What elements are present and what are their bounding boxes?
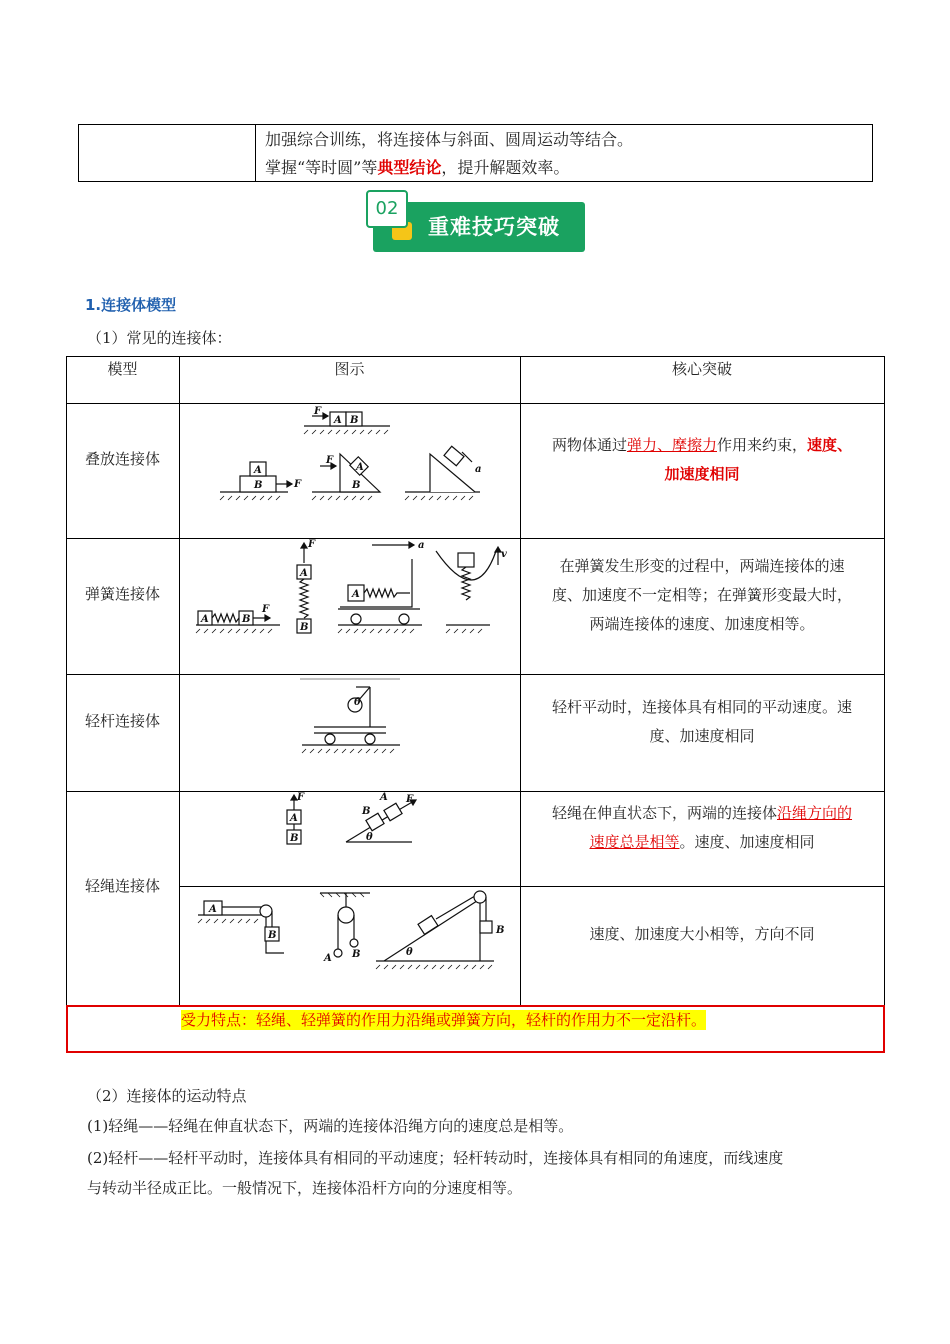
figure-rod [180,675,520,791]
line2-post: ，提升解题效率。 [441,158,570,177]
core-rope-a-line1 [520,799,884,828]
core-stacked-pre: 两物体通过 [551,436,627,454]
svg-text:A: A [356,462,364,473]
core-rope-a-line2 [520,828,884,857]
svg-text:A: A [300,568,308,579]
svg-text:a: a [418,540,425,551]
motion-p2a: (2)轻杆——轻杆平动时，连接体具有相同的平动速度；轻杆转动时，连接体具有相同的角速度，而线速度 [87,1149,784,1167]
core-rope-a-post: 。速度、加速度相同 [679,833,815,851]
svg-text:a: a [475,464,482,475]
svg-text:B: B [496,925,505,936]
core-stacked-line1 [520,431,884,460]
core-stacked [520,431,884,489]
svg-text:B: B [290,833,299,844]
line2-bold: 典型结论 [377,158,442,177]
svg-text:B: B [362,806,371,817]
svg-text:θ: θ [354,697,361,708]
svg-text:B: B [242,614,251,625]
svg-text:A: A [380,792,388,803]
core-rod-line1: 轻杆平动时，连接体具有相同的平动速度。速 [551,698,852,716]
core-stacked-bold1: 速度、 [807,436,853,454]
core-spring [520,552,884,639]
banner-title: 重难技巧突破 [428,215,560,239]
model-stacked: 叠放连接体 [84,450,160,468]
svg-text:v: v [501,549,507,560]
table-border-right [884,356,885,1005]
core-rope-a-pre: 轻绳在伸直状态下，两端的连接体 [551,804,777,822]
banner-number: 02 [366,190,408,228]
svg-text:F: F [314,406,322,417]
svg-text:A: A [201,614,209,625]
core-rope-a [520,799,884,857]
svg-text:A: A [324,953,332,964]
top-table-line2 [265,157,569,179]
header-core: 核心突破 [671,360,732,378]
core-rod [520,693,884,751]
svg-text:F: F [297,792,305,803]
core-spring-line1: 在弹簧发生形变的过程中，两端连接体的速 [559,557,845,575]
svg-text:θ: θ [366,832,373,843]
svg-text:B: B [300,622,309,633]
model-rod: 轻杆连接体 [84,712,160,730]
force-note-text: 受力特点：轻绳、轻弹簧的作用力沿绳或弹簧方向，轻杆的作用力不一定沿杆。 [181,1011,707,1029]
motion-title: （2）连接体的运动特点 [87,1087,247,1105]
svg-text:A: A [352,589,360,600]
svg-text:F: F [406,794,414,805]
core-stacked-mid: 作用来约束， [717,436,808,454]
top-table-divider [255,125,256,181]
svg-text:B: B [352,480,361,491]
model-spring: 弹簧连接体 [84,585,160,603]
core-rope-a-ul1: 沿绳方向的 [777,804,853,822]
svg-text:F: F [294,479,302,490]
core-spring-line2: 度、加速度不一定相等；在弹簧形变最大时， [551,586,852,604]
svg-text:B: B [254,480,263,491]
svg-text:A: A [334,415,342,426]
core-stacked-ul: 弹力、摩擦力 [626,436,717,454]
top-table-line1: 加强综合训练，将连接体与斜面、圆周运动等结合。 [265,130,634,149]
top-table [78,124,873,182]
svg-text:A: A [290,813,298,824]
header-figure: 图示 [334,360,365,378]
core-rope-b: 速度、加速度大小相等，方向不同 [589,925,815,943]
svg-text:F: F [326,455,334,466]
core-stacked-bold2: 加速度相同 [664,465,740,483]
svg-text:F: F [308,539,316,550]
figure-spring [180,539,520,673]
core-spring-line3: 两端连接体的速度、加速度相等。 [589,615,815,633]
svg-text:F: F [262,604,270,615]
svg-text:A: A [254,465,262,476]
svg-text:B: B [352,949,361,960]
section-subtitle: （1）常见的连接体： [87,329,232,347]
core-rod-line2: 度、加速度相同 [649,727,755,745]
svg-text:B: B [350,415,359,426]
section-title: 1.连接体模型 [85,296,177,314]
figure-stacked [180,404,520,538]
svg-text:B: B [268,930,277,941]
header-model: 模型 [107,360,138,378]
figure-rope-a [180,792,520,886]
motion-p1: (1)轻绳——轻绳在伸直状态下，两端的连接体沿绳方向的速度总是相等。 [87,1117,574,1135]
svg-text:A: A [209,904,217,915]
line2-pre: 掌握“等时圆”等 [265,158,378,177]
motion-p2b: 与转动半径成正比。一般情况下，连接体沿杆方向的分速度相等。 [87,1179,523,1197]
figure-rope-b [180,887,520,1005]
svg-text:θ: θ [406,947,413,958]
model-rope: 轻绳连接体 [84,877,160,895]
core-rope-a-ul2: 速度总是相等 [589,833,680,851]
